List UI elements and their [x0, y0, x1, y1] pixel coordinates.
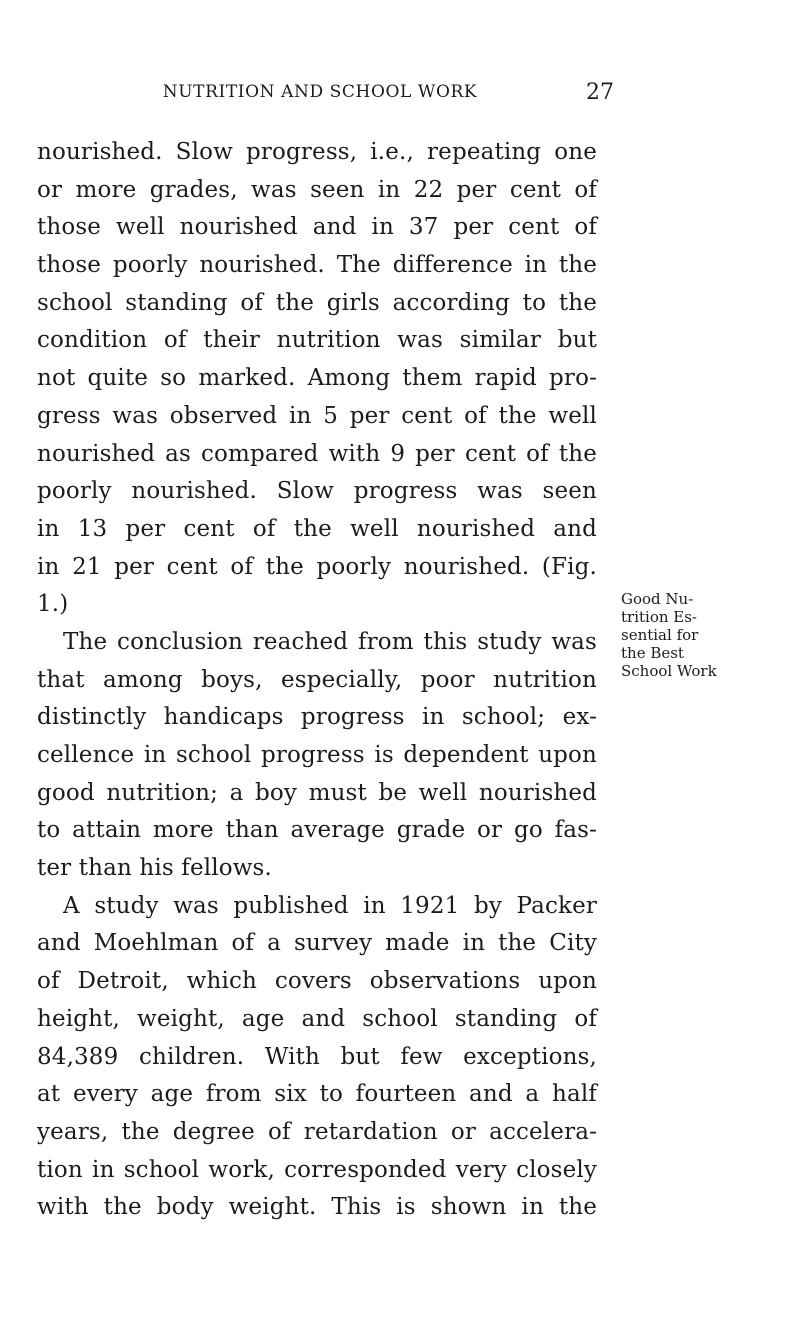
body-line: at every age from six to fourteen and a half: [37, 1081, 597, 1108]
body-line: nourished. Slow progress, i.e., repeating one: [37, 139, 597, 165]
body-line: in 21 per cent of the poorly nourished. (Fig.: [37, 553, 597, 580]
margin-note: [621, 590, 791, 680]
body-line: and Moehlman of a survey made in the City: [37, 930, 597, 957]
body-line: with the body weight. This is shown in the: [37, 1194, 597, 1221]
margin-note-line: School Work: [621, 662, 717, 680]
body-line: those poorly nourished. The difference in the: [37, 252, 597, 279]
body-line: years, the degree of retardation or accelera-: [37, 1118, 597, 1145]
running-head: NUTRITION AND SCHOOL WORK: [162, 82, 478, 102]
body-line: tion in school work, corresponded very closely: [37, 1156, 597, 1183]
body-text: [37, 134, 597, 1227]
body-line: gress was observed in 5 per cent of the well: [37, 402, 597, 429]
body-line: height, weight, age and school standing of: [37, 1005, 597, 1032]
margin-note-line: the Best: [621, 644, 684, 662]
margin-note-line: Good Nu-: [621, 590, 694, 608]
page-number: 27: [586, 80, 614, 105]
body-line: or more grades, was seen in 22 per cent of: [37, 176, 597, 203]
body-line: of Detroit, which covers observations upon: [37, 968, 597, 995]
body-line: 1.): [37, 591, 69, 618]
body-line: school standing of the girls according to the: [37, 289, 597, 316]
margin-note-line: sential for: [621, 626, 699, 644]
body-line: ter than his fellows.: [37, 855, 272, 882]
body-line: condition of their nutrition was similar but: [37, 327, 597, 354]
body-line: poorly nourished. Slow progress was seen: [37, 478, 597, 505]
margin-note-line: trition Es-: [621, 608, 697, 626]
body-line: 84,389 children. With but few exceptions,: [37, 1043, 597, 1070]
body-line: those well nourished and in 37 per cent of: [37, 214, 597, 241]
body-line: The conclusion reached from this study was: [63, 628, 597, 655]
body-line: not quite so marked. Among them rapid pro-: [37, 365, 597, 392]
body-line: that among boys, especially, poor nutrition: [37, 666, 597, 693]
body-line: nourished as compared with 9 per cent of the: [37, 440, 597, 467]
body-line: distinctly handicaps progress in school; ex-: [37, 704, 597, 731]
body-line: A study was published in 1921 by Packer: [63, 892, 597, 919]
body-line: to attain more than average grade or go fas-: [37, 817, 597, 844]
body-line: cellence in school progress is dependent upon: [37, 742, 597, 768]
body-line: in 13 per cent of the well nourished and: [37, 515, 597, 542]
body-line: good nutrition; a boy must be well nourished: [37, 779, 597, 806]
